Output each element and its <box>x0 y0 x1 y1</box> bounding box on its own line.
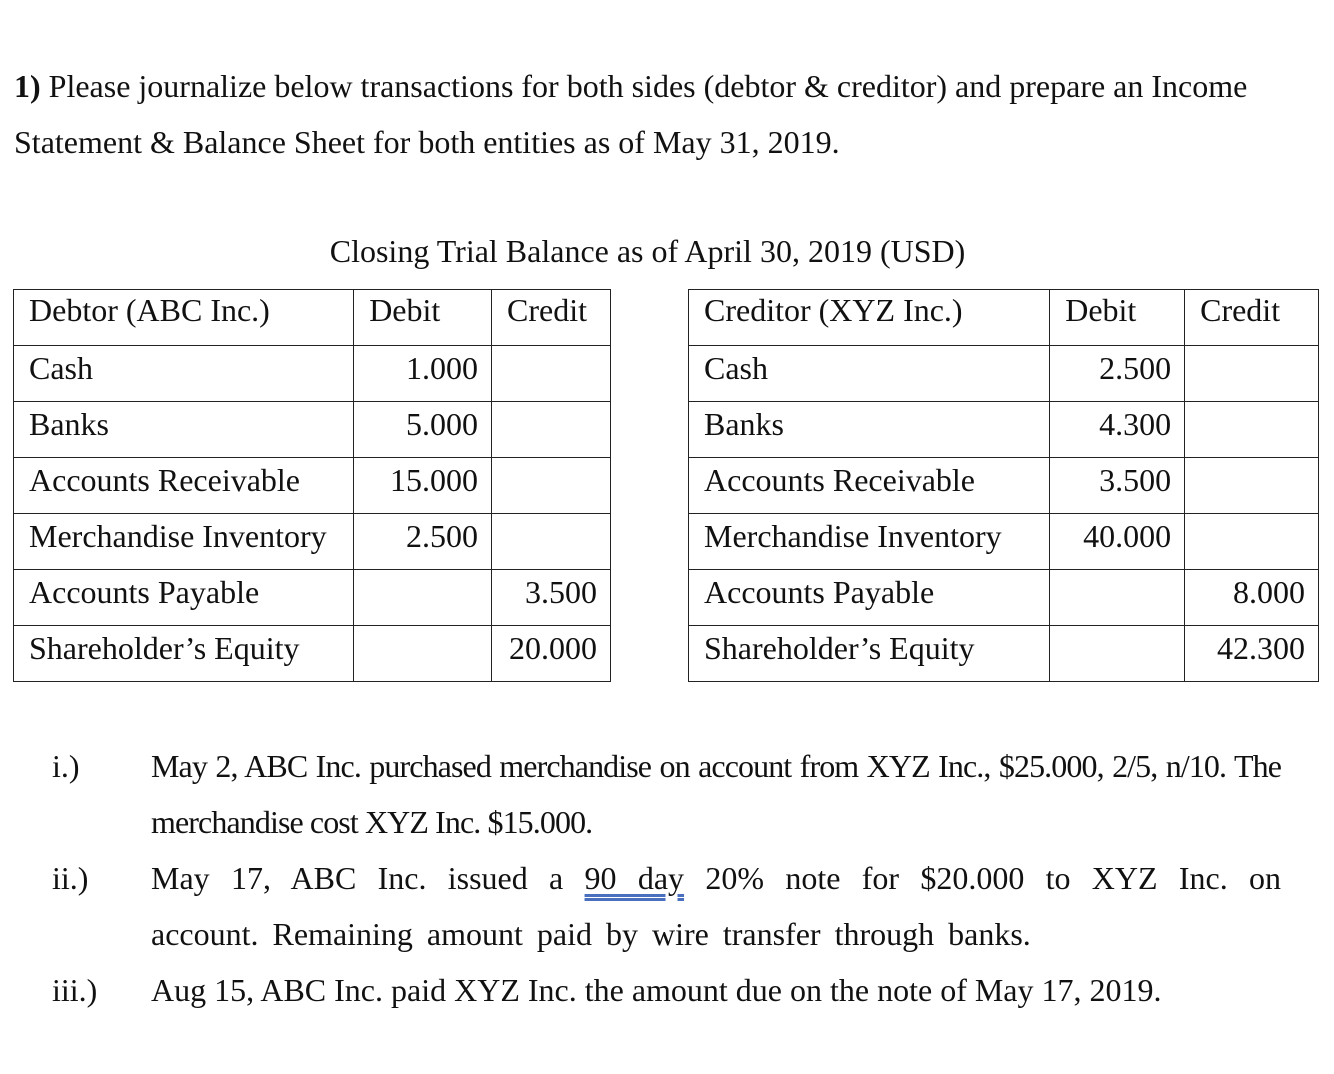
table-row <box>14 570 611 626</box>
account-name-cell: Accounts Payable <box>14 570 354 626</box>
debit-cell <box>1050 570 1185 626</box>
question-text: Please journalize below transactions for both sides (debtor & creditor) and prepare an Income Statement & Balance Sheet for both entities as of May 31, 2019. <box>14 68 1248 160</box>
creditor-header-row <box>689 290 1319 346</box>
trial-balance-title: Closing Trial Balance as of April 30, 2019 (USD) <box>329 233 966 269</box>
creditor-trial-balance-table <box>688 289 1319 682</box>
question-number: 1) <box>14 68 41 104</box>
transaction-item <box>0 962 1334 1074</box>
account-name-cell: Accounts Receivable <box>689 458 1050 514</box>
credit-cell: 3.500 <box>492 570 611 626</box>
creditor-table-body <box>689 290 1319 682</box>
transaction-text <box>151 850 1281 962</box>
column-header-account: Creditor (XYZ Inc.) <box>689 290 1050 346</box>
account-name-cell: Merchandise Inventory <box>14 514 354 570</box>
debtor-trial-balance-table <box>13 289 611 682</box>
account-name-cell: Accounts Receivable <box>14 458 354 514</box>
column-header-credit: Credit <box>1185 290 1319 346</box>
account-name-cell: Shareholder’s Equity <box>14 626 354 682</box>
transaction-number: i.) <box>52 748 80 784</box>
table-row <box>689 570 1319 626</box>
debit-cell <box>1050 626 1185 682</box>
credit-cell: 8.000 <box>1185 570 1319 626</box>
debit-cell: 2.500 <box>354 514 492 570</box>
credit-cell <box>492 458 611 514</box>
credit-cell <box>492 402 611 458</box>
table-row <box>14 458 611 514</box>
credit-cell <box>1185 346 1319 402</box>
debtor-header-row <box>14 290 611 346</box>
credit-cell <box>492 346 611 402</box>
transaction-number: ii.) <box>52 860 89 896</box>
table-row <box>689 346 1319 402</box>
transaction-number: iii.) <box>52 972 98 1008</box>
transaction-item <box>0 850 1334 962</box>
debit-cell: 15.000 <box>354 458 492 514</box>
credit-cell <box>1185 402 1319 458</box>
debit-cell <box>354 626 492 682</box>
column-header-debit: Debit <box>354 290 492 346</box>
table-row <box>689 458 1319 514</box>
account-name-cell: Banks <box>689 402 1050 458</box>
column-header-credit: Credit <box>492 290 611 346</box>
debit-cell: 3.500 <box>1050 458 1185 514</box>
account-name-cell: Accounts Payable <box>689 570 1050 626</box>
table-row <box>14 514 611 570</box>
question-prompt <box>14 58 1304 170</box>
account-name-cell: Merchandise Inventory <box>689 514 1050 570</box>
debit-cell: 2.500 <box>1050 346 1185 402</box>
credit-cell <box>492 514 611 570</box>
credit-cell <box>1185 458 1319 514</box>
column-header-account: Debtor (ABC Inc.) <box>14 290 354 346</box>
debit-cell <box>354 570 492 626</box>
transaction-text-start: May 17, ABC Inc. issued a <box>151 860 585 896</box>
transaction-text: May 2, ABC Inc. purchased merchandise on account from XYZ Inc., $25.000, 2/5, n/10. The merchandise cost XYZ Inc. $15.000. <box>151 748 1281 840</box>
debit-cell: 1.000 <box>354 346 492 402</box>
underlined-term[interactable]: 90 day <box>584 860 685 896</box>
credit-cell <box>1185 514 1319 570</box>
table-row <box>14 346 611 402</box>
table-row <box>689 514 1319 570</box>
debit-cell: 5.000 <box>354 402 492 458</box>
column-header-debit: Debit <box>1050 290 1185 346</box>
transaction-text: Aug 15, ABC Inc. paid XYZ Inc. the amount due on the note of May 17, 2019. <box>151 972 1162 1008</box>
debit-cell: 40.000 <box>1050 514 1185 570</box>
transaction-text-end: 20% note for $20.000 to XYZ Inc. on account. Remaining amount paid by wire transfer through banks. <box>151 860 1282 952</box>
account-name-cell: Shareholder’s Equity <box>689 626 1050 682</box>
transactions-list <box>0 738 1334 1074</box>
table-row <box>14 626 611 682</box>
credit-cell: 20.000 <box>492 626 611 682</box>
account-name-cell: Cash <box>689 346 1050 402</box>
transaction-item <box>0 738 1334 850</box>
table-row <box>689 626 1319 682</box>
credit-cell: 42.300 <box>1185 626 1319 682</box>
table-row <box>689 402 1319 458</box>
debit-cell: 4.300 <box>1050 402 1185 458</box>
debtor-table-body <box>14 290 611 682</box>
table-row <box>14 402 611 458</box>
account-name-cell: Banks <box>14 402 354 458</box>
account-name-cell: Cash <box>14 346 354 402</box>
